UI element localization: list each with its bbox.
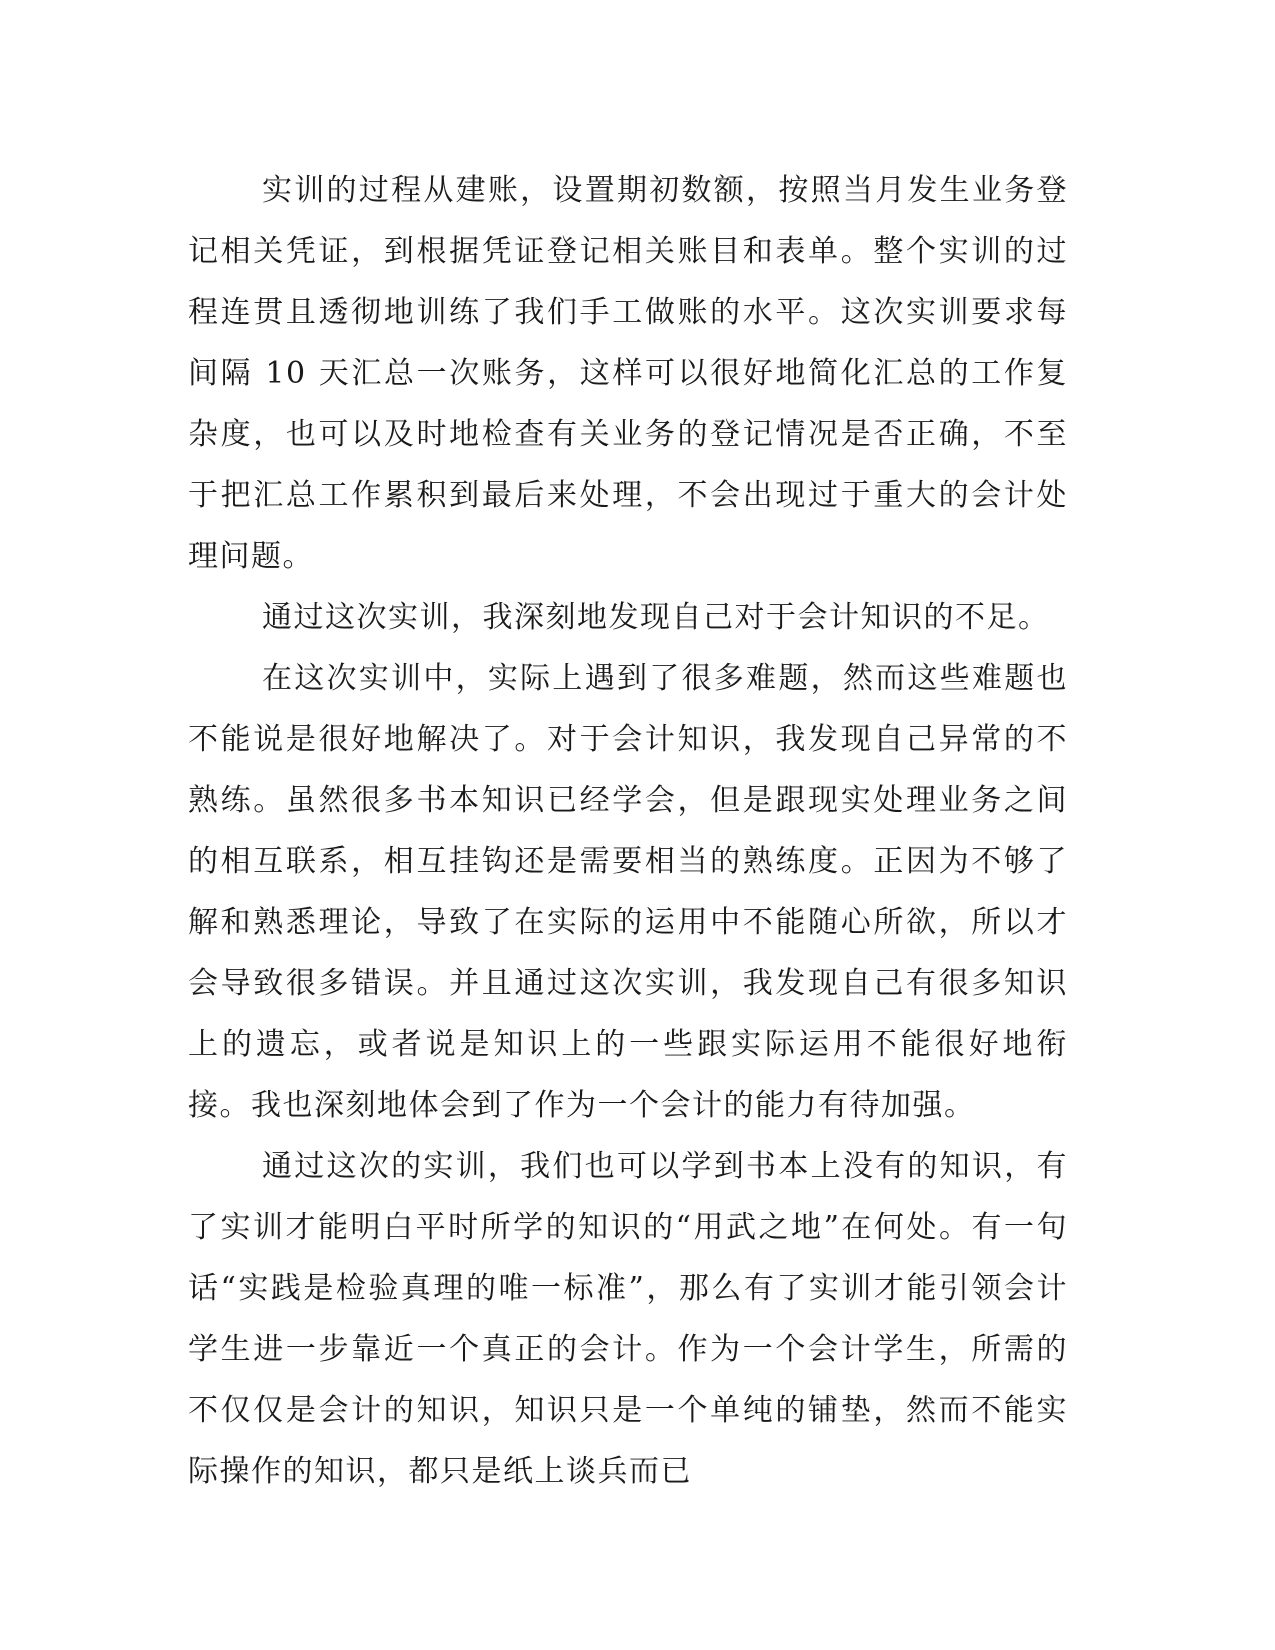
paragraph-4: 通过这次的实训，我们也可以学到书本上没有的知识，有了实训才能明白平时所学的知识的“用武之地”在何处。有一句话“实践是检验真理的唯一标准”，那么有了实训才能引领会计学生进一步靠近一个真正的会计。作为一个会计学生，所需的不仅仅是会计的知识，知识只是一个单纯的铺垫，然而不能实际操作的知识，都只是纸上谈兵而已	[188, 1149, 1068, 1489]
document-body	[188, 160, 1068, 1502]
paragraph-3: 在这次实训中，实际上遇到了很多难题，然而这些难题也不能说是很好地解决了。对于会计知识，我发现自己异常的不熟练。虽然很多书本知识已经学会，但是跟现实处理业务之间的相互联系，相互挂钩还是需要相当的熟练度。正因为不够了解和熟悉理论，导致了在实际的运用中不能随心所欲，所以才会导致很多错误。并且通过这次实训，我发现自己有很多知识上的遗忘，或者说是知识上的一些跟实际运用不能很好地衔接。我也深刻地体会到了作为一个会计的能力有待加强。	[188, 661, 1068, 1123]
paragraph-2: 通过这次实训，我深刻地发现自己对于会计知识的不足。	[262, 600, 1050, 635]
paragraph-1: 实训的过程从建账，设置期初数额，按照当月发生业务登记相关凭证，到根据凭证登记相关账目和表单。整个实训的过程连贯且透彻地训练了我们手工做账的水平。这次实训要求每间隔 10 天汇总一次账务，这样可以很好地简化汇总的工作复杂度，也可以及时地检查有关业务的登记情况是否正确，不至于把汇总工作累积到最后来处理，不会出现过于重大的会计处理问题。	[188, 173, 1068, 574]
